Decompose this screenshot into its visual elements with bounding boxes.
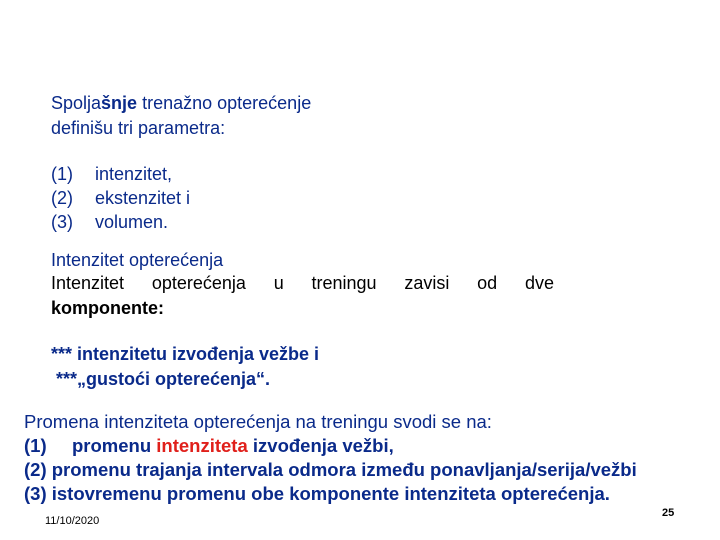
change-intro: Promena intenziteta opterećenja na treningu svodi se na:	[24, 411, 492, 432]
intro-text-c: trenažno opterećenje	[137, 93, 312, 113]
param-text: intenzitet,	[95, 164, 173, 184]
intensity-heading: Intenzitet opterećenja	[51, 250, 224, 270]
param-num: (2)	[51, 188, 73, 208]
change-item-text-a: promenu	[72, 435, 157, 456]
intro-text-a: Spolja	[51, 93, 102, 113]
page-number: 25	[662, 507, 675, 519]
param-text: volumen.	[95, 212, 169, 232]
sentence-word: opterećenja	[151, 273, 246, 293]
sentence-word: zavisi	[404, 273, 450, 293]
footer-date: 11/10/2020	[45, 515, 100, 527]
intro-line-1	[51, 92, 311, 114]
sentence-word: dve	[524, 273, 554, 293]
component-line-2: ***„gustoći opterećenja“.	[51, 369, 271, 389]
sentence-word: od	[477, 273, 498, 293]
sentence-word: Intenzitet	[51, 273, 125, 293]
change-item-2: (2) promenu trajanja intervala odmora između ponavljanja/serija/vežbi	[24, 459, 637, 480]
change-item-1	[24, 435, 394, 457]
change-item-text-c: izvođenja vežbi,	[247, 435, 394, 456]
intensity-sentence	[51, 272, 554, 294]
intensity-sentence-end: komponente:	[51, 298, 165, 318]
intro-text-bold: šnje	[101, 93, 138, 113]
param-num: (3)	[51, 212, 73, 232]
param-item-2	[51, 187, 190, 209]
sentence-word: treningu	[311, 273, 377, 293]
component-line-1: *** intenzitetu izvođenja vežbe i	[51, 344, 320, 364]
change-item-3: (3) istovremenu promenu obe komponente intenziteta opterećenja.	[24, 483, 610, 504]
param-item-1	[51, 163, 172, 185]
param-item-3	[51, 211, 168, 233]
sentence-word: u	[273, 273, 284, 293]
change-item-highlight: intenziteta	[156, 435, 248, 456]
param-num: (1)	[51, 164, 73, 184]
param-text: ekstenzitet i	[95, 188, 191, 208]
intro-line-2: definišu tri parametra:	[51, 118, 226, 138]
change-item-num: (1)	[24, 435, 47, 456]
